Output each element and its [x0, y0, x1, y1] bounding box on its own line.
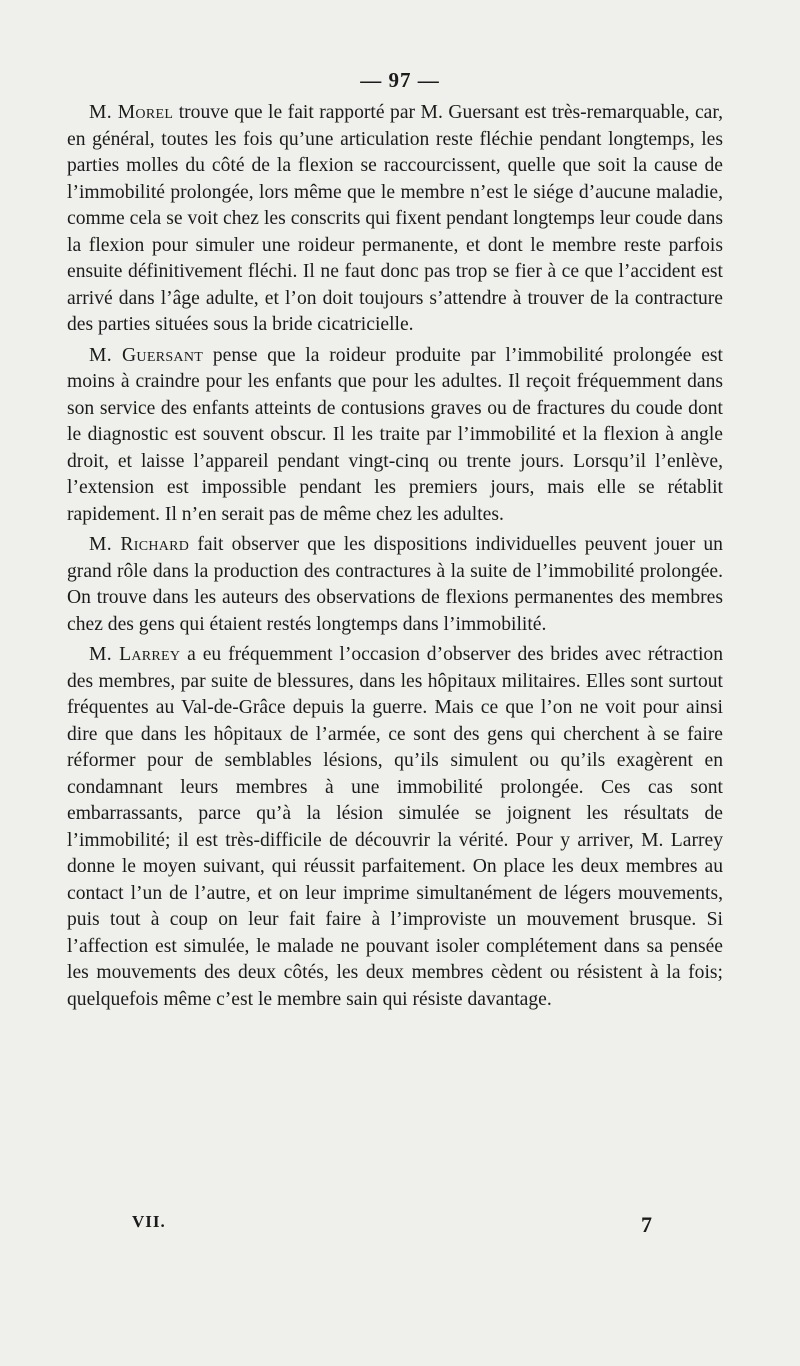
paragraph-morel [67, 100, 723, 339]
speaker-name: M. Morel [89, 102, 174, 123]
speaker-name: M. Guersant [89, 344, 204, 366]
paragraph-richard [67, 532, 723, 638]
paragraph-guersant [67, 343, 723, 529]
signature-number: 7 [641, 1212, 652, 1237]
page-body [67, 100, 723, 1017]
paragraph-text: a eu fréquemment l’occasion d’observer des brides avec rétraction des membres, par suite de blessures, dans les hôpitaux militaires. Elles sont surtout fréquentes au Val-de-Grâce depuis la guerre. Mais ce que l’on ne voit pour ainsi dire que dans les hôpitaux de l’armée, ce sont des gens qui cherchent à se faire réformer pour de semblables lésions, qu’ils simulent ou qu’ils exagèrent en condamnant leurs membres à une immobilité prolongée. Ces cas sont embarrassants, parce qu’à la lésion simulée se joignent les résultats de l’immobilité; il est très-difficile de découvrir la vérité. Pour y arriver, M. Larrey donne le moyen suivant, qui réussit parfaitement. On place les deux membres au contact l’un de l’autre, et on leur imprime simultanément de légers mouvements, puis tout à coup on leur fait faire à l’improviste un mouvement brusque. Si l’affection est simulée, le malade ne pouvant isoler complétement dans sa pensée les mouvements des deux côtés, les deux membres cèdent ou résistent à la fois; quelquefois même c’est le membre sain qui résiste davantage. [67, 644, 724, 1010]
paragraph-text: trouve que le fait rapporté par M. Guersant est très-remarquable, car, en général, toutes les fois qu’une articulation reste fléchie pendant longtemps, les parties molles du côté de la flexion se raccourcissent, quelle que soit la cause de l’immobilité prolongée, lors même que le membre n’est le siége d’aucune maladie, comme cela se voit chez les conscrits qui fixent pendant longtemps leur coude dans la flexion pour simuler une roideur permanente, et dont le membre reste parfois ensuite définitivement fléchi. Il ne faut donc pas trop se fier à ce que l’accident est arrivé dans l’âge adulte, et l’on doit toujours s’attendre à trouver de la contracture des parties situées sous la bride cicatricielle. [67, 102, 724, 335]
paragraph-text: pense que la roideur produite par l’immobilité prolongée est moins à craindre pour les enfants que pour les adultes. Il reçoit fréquemment dans son service des enfants atteints de contusions graves ou de fractures du coude dont le diagnostic est souvent obscur. Il les traite par l’immobilité et la flexion à angle droit, et laisse l’appareil pendant vingt-cinq ou trente jours. Lorsqu’il l’enlève, l’extension est impossible pendant les premiers jours, mais elle se rétablit rapidement. Il n’en serait pas de même chez les adultes. [67, 344, 723, 525]
signature-mark: VII. [132, 1212, 166, 1231]
speaker-name: M. Richard [89, 534, 190, 555]
paragraph-larrey [67, 642, 723, 1013]
page-header: — 97 — [360, 68, 440, 92]
paragraph-text: fait observer que les dispositions individuelles peuvent jouer un grand rôle dans la production des contractures à la suite de l’immobilité prolongée. On trouve dans les auteurs des observations de flexions permanentes des membres chez des gens qui étaient restés longtemps dans l’immobilité. [67, 534, 723, 635]
speaker-name: M. Larrey [89, 644, 181, 665]
